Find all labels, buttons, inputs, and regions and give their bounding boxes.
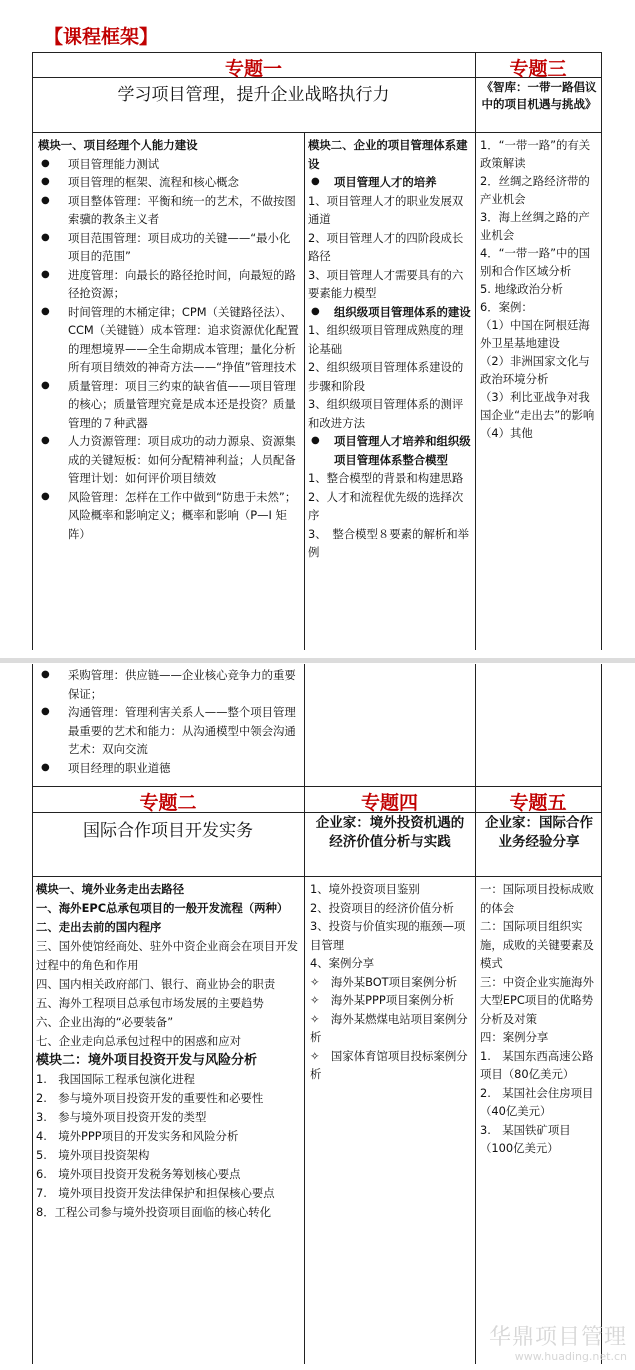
list-item: 3．海上丝绸之路的产业机会 xyxy=(480,210,590,242)
list-item: ● 项目整体管理：平衡和统一的艺术，不做按图索骥的教条主义者 xyxy=(38,192,300,229)
list-item: 1. 我国国际工程承包演化进程 xyxy=(36,1072,195,1086)
list-item: 4、案例分享 xyxy=(310,956,375,970)
list-item: ✧ 海外某燃煤电站项目案例分析 xyxy=(310,1011,468,1044)
list-item: 一：国际项目投标成败的体会 xyxy=(480,882,594,915)
list-item: 2、项目管理人才的四阶段成长路径 xyxy=(308,230,464,263)
list-item: ● 风险管理：怎样在工作中做到“防患于未然”；风险概率和影响定义；概率和影响（P—I 矩阵） xyxy=(38,488,300,544)
topic5-subtitle: 企业家：国际合作业务经验分享 xyxy=(485,815,593,850)
list-item: （2）非洲国家文化与政治环境分析 xyxy=(480,354,590,386)
list-item: 7. 境外项目投资开发法律保护和担保核心要点 xyxy=(36,1186,275,1200)
list-item: ● 项目范围管理：项目成功的关键——“最小化项目的范围” xyxy=(38,229,300,266)
watermark-brand: 华鼎项目管理 xyxy=(488,1325,627,1350)
list-item: ● 采购管理：供应链——企业核心竞争力的重要保证； xyxy=(38,666,300,703)
list-item: 2. 参与境外项目投资开发的重要性和必要性 xyxy=(36,1091,264,1105)
list-item: 5. 地缘政治分析 xyxy=(480,282,563,296)
list-item: ● 项目管理的框架、流程和核心概念 xyxy=(38,173,300,192)
list-item: 3. 参与境外项目投资开发的类型 xyxy=(36,1110,207,1124)
list-item: 4．“一带一路”中的国别和合作区域分析 xyxy=(480,246,591,278)
topic2-cell xyxy=(36,880,302,1222)
list-item: 六、企业出海的“必要装备” xyxy=(36,1015,174,1029)
module2-title: 模块二、企业的项目管理体系建设 xyxy=(308,138,468,171)
list-item: 1、组织级项目管理成熟度的理论基础 xyxy=(308,323,464,356)
list-item: 2、人才和流程优先级的选择次序 xyxy=(308,489,464,522)
module2-cell xyxy=(308,136,472,562)
topic5-header: 专题五 xyxy=(509,792,567,814)
module1-cell xyxy=(38,136,300,543)
watermark-url: www.huading.net.cn xyxy=(514,1350,627,1363)
module2-heading: ● 项目管理人才培养和组织级项目管理体系整合模型 xyxy=(308,432,472,469)
topic4-header: 专题四 xyxy=(360,792,418,814)
topic1-header: 专题一 xyxy=(224,58,282,80)
module1-title: 模块一、项目经理个人能力建设 xyxy=(38,138,198,152)
section-title: 【课程框架】 xyxy=(44,26,159,48)
list-item: ● 项目管理能力测试 xyxy=(38,155,300,174)
list-item: 6. 境外项目投资开发税务筹划核心要点 xyxy=(36,1167,241,1181)
list-item: 1、整合模型的背景和构建思路 xyxy=(308,471,464,485)
topic3-header: 专题三 xyxy=(509,58,567,80)
module1-cell-continued xyxy=(38,666,300,777)
list-item: 2. 某国社会住房项目（40亿美元） xyxy=(480,1085,594,1118)
topic4-cell xyxy=(310,880,472,1084)
list-item: ● 人力资源管理：项目成功的动力源泉、资源集成的关键短板：如何分配精神利益；人员配备管理计划：如何评价项目绩效 xyxy=(38,432,300,488)
list-item: 二、走出去前的国内程序 xyxy=(36,920,162,934)
list-item: 3、投资与价值实现的瓶颈—项目管理 xyxy=(310,919,466,952)
list-item: ● 时间管理的木桶定律；CPM（关键路径法）、CCM（关键链）成本管理：追求资源优化配置的理想境界——全生命期成本管理；量化分析所有项目绩效的神奇方法——“挣值”管理技术 xyxy=(38,303,300,377)
list-item: 1．“一带一路”的有关政策解读 xyxy=(480,138,591,170)
module2-heading: ● 项目管理人才的培养 xyxy=(308,173,472,192)
page-break xyxy=(0,658,635,663)
module2-heading: ● 组织级项目管理体系的建设 xyxy=(308,303,472,322)
list-item: 4. 境外PPP项目的开发实务和风险分析 xyxy=(36,1129,239,1143)
list-item: 三、国外使馆经商处、驻外中资企业商会在项目开发过程中的角色和作用 xyxy=(36,939,298,972)
list-item: 二：国际项目组织实施，成败的关键要素及模式 xyxy=(480,919,594,970)
topic3-cell xyxy=(480,136,598,442)
list-item: 3. 某国铁矿项目（100亿美元） xyxy=(480,1122,571,1155)
list-item: 1、境外投资项目鉴别 xyxy=(310,882,420,896)
list-item: 5. 境外项目投资架构 xyxy=(36,1148,150,1162)
list-item: 3、项目管理人才需要具有的六要素能力模型 xyxy=(308,267,464,300)
list-item: 七、企业走向总承包过程中的困惑和应对 xyxy=(36,1034,242,1048)
topic2-module2-title: 模块二：境外项目投资开发与风险分析 xyxy=(36,1053,258,1068)
topic2-header: 专题二 xyxy=(139,792,197,814)
list-item: ✧ 国家体育馆项目投标案例分析 xyxy=(310,1048,468,1081)
list-item: 2、投资项目的经济价值分析 xyxy=(310,900,454,915)
list-item: ● 沟通管理：管理利害关系人——整个项目管理最重要的艺术和能力：从沟通模型中领会沟通艺术：双向交流 xyxy=(38,703,300,759)
list-item: 五、海外工程项目总承包市场发展的主要趋势 xyxy=(36,996,264,1010)
list-item: （3）利比亚战争对我国企业“走出去”的影响 xyxy=(480,390,595,422)
list-item: 8．工程公司参与境外投资项目面临的核心转化 xyxy=(36,1205,272,1219)
list-item: 6．案例： xyxy=(480,300,533,314)
list-item: 四、国内相关政府部门、银行、商业协会的职责 xyxy=(36,977,276,991)
list-item: 一、海外EPC总承包项目的一般开发流程（两种） xyxy=(36,901,289,915)
list-item: 三：中资企业实施海外大型EPC项目的优略势分析及对策 xyxy=(480,974,594,1026)
list-item: 四：案例分享 xyxy=(480,1030,549,1044)
list-item: 2、组织级项目管理体系建设的步骤和阶段 xyxy=(308,360,464,393)
list-item: ● 进度管理：向最长的路径抢时间，向最短的路径抢资源； xyxy=(38,266,300,303)
list-item: （1）中国在阿根廷海外卫星基地建设 xyxy=(480,318,590,350)
list-item: 1、项目管理人才的职业发展双通道 xyxy=(308,193,464,226)
list-item: ● 质量管理：项目三约束的缺省值——项目管理的核心；质量管理究竟是成本还是投资？质量管理的７种武器 xyxy=(38,377,300,433)
list-item: 2．丝绸之路经济带的产业机会 xyxy=(480,174,590,206)
list-item: 1. 某国东西高速公路项目（80亿美元） xyxy=(480,1048,594,1081)
list-item: （4）其他 xyxy=(480,426,533,440)
list-item: ● 项目经理的职业道德 xyxy=(38,759,300,778)
topic4-subtitle: 企业家：境外投资机遇的经济价值分析与实践 xyxy=(315,815,465,850)
topic2-subtitle: 国际合作项目开发实务 xyxy=(83,821,253,841)
topic3-subtitle: 《智库：一带一路倡议中的项目机遇与挑战》 xyxy=(481,80,597,111)
list-item: ✧ 海外某PPP项目案例分析 xyxy=(310,993,455,1007)
topic5-cell xyxy=(480,880,598,1158)
list-item: 3、 整合模型８要素的解析和举例 xyxy=(308,526,470,559)
list-item: 模块一、境外业务走出去路径 xyxy=(36,882,185,896)
topic1-subtitle: 学习项目管理，提升企业战略执行力 xyxy=(117,85,390,105)
list-item: ✧ 海外某BOT项目案例分析 xyxy=(310,974,457,989)
list-item: 3、组织级项目管理体系的测评和改进方法 xyxy=(308,397,464,430)
